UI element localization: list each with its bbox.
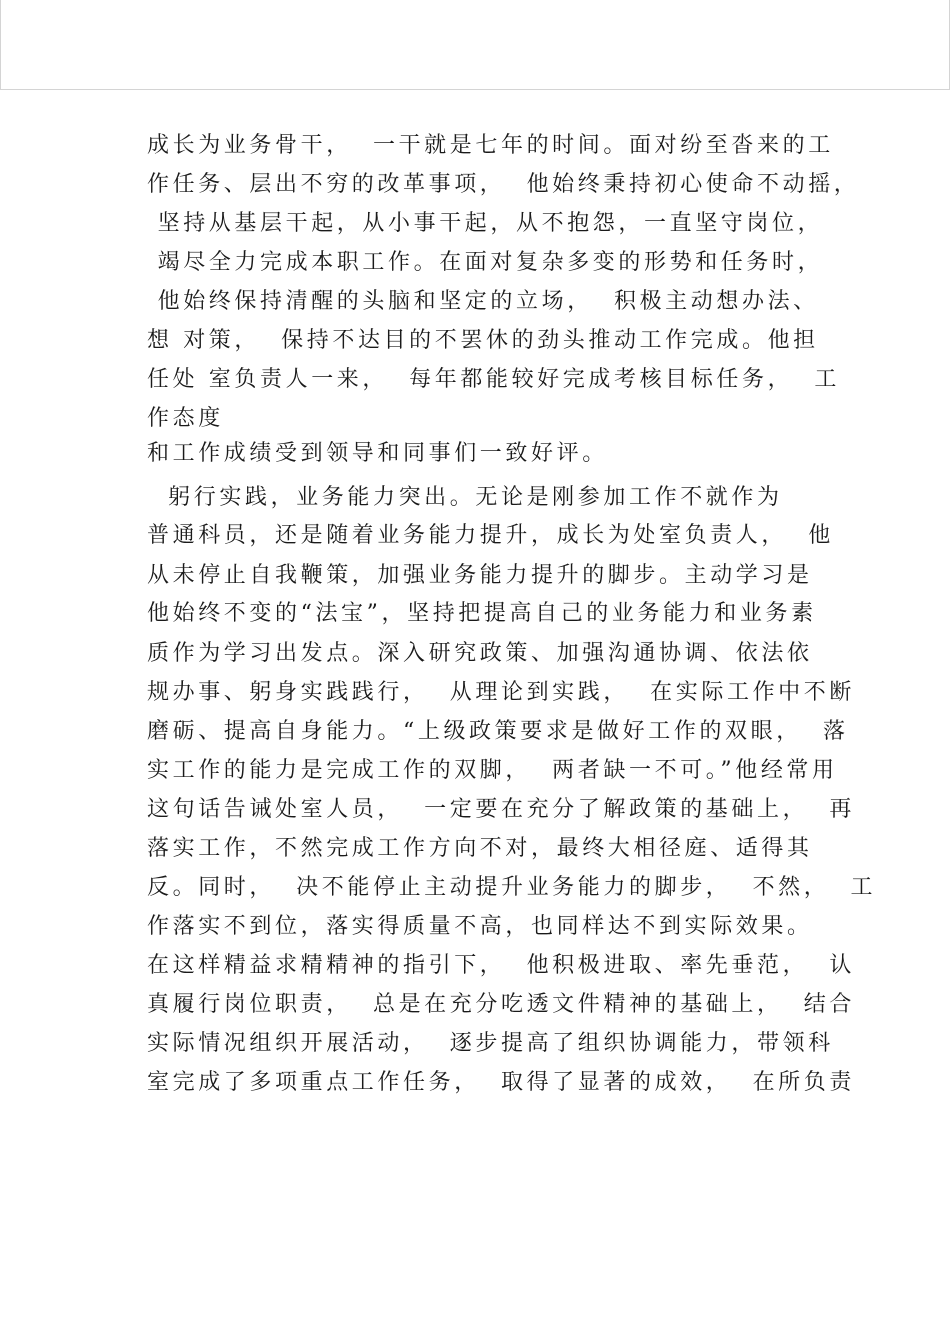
text-line: 磨砺、提高自身能力。“上级政策要求是做好工作的双眼， 落 [147,719,849,744]
text-line: 想 对策， 保持不达目的不罢休的劲头推动工作完成。他担 [147,328,819,353]
text-line: 和工作成绩受到领导和同事们一致好评。 [147,441,608,466]
text-line: 落实工作，不然完成工作方向不对，最终大相径庭、适得其 [147,836,813,861]
text-line: 坚持从基层干起，从小事干起，从不抱怨，一直坚守岗位， [147,211,824,236]
text-line: 作态度 [147,406,224,431]
text-line: 作落实不到位，落实得质量不高，也同样达不到实际效果。 [147,914,813,939]
text-line: 躬行实践，业务能力突出。无论是刚参加工作不就作为 [147,485,783,510]
text-line: 任处 室负责人一来， 每年都能较好完成考核目标任务， 工 [147,367,840,392]
previous-page-edge [0,0,950,90]
text-line: 他始终保持清醒的头脑和坚定的立场， 积极主动想办法、 [147,289,819,314]
text-line: 普通科员，还是随着业务能力提升，成长为处室负责人， 他 [147,523,834,548]
text-line: 实际情况组织开展活动， 逐步提高了组织协调能力，带领科 [147,1031,834,1056]
text-line: 成长为业务骨干， 一干就是七年的时间。面对纷至沓来的工 [147,133,834,158]
text-line: 从未停止自我鞭策，加强业务能力提升的脚步。主动学习是 [147,563,813,588]
text-line: 竭尽全力完成本职工作。在面对复杂多变的形势和任务时， [147,250,824,275]
text-line: 真履行岗位职责， 总是在充分吃透文件精神的基础上， 结合 [147,992,855,1017]
text-line: 在这样精益求精精神的指引下， 他积极进取、率先垂范， 认 [147,953,855,978]
text-line: 作任务、层出不穷的改革事项， 他始终秉持初心使命不动摇， [147,172,860,197]
text-line: 室完成了多项重点工作任务， 取得了显著的成效， 在所负责 [147,1070,855,1095]
text-line: 这句话告诫处室人员， 一定要在充分了解政策的基础上， 再 [147,797,855,822]
text-line: 实工作的能力是完成工作的双脚， 两者缺一不可。”他经常用 [147,758,838,783]
text-line: 他始终不变的“法宝”，坚持把提高自己的业务能力和业务素 [147,601,817,626]
text-line: 反。同时， 决不能停止主动提升业务能力的脚步， 不然， 工 [147,875,877,900]
text-line: 规办事、躬身实践践行， 从理论到实践， 在实际工作中不断 [147,680,855,705]
text-line: 质作为学习出发点。深入研究政策、加强沟通协调、依法依 [147,641,813,666]
